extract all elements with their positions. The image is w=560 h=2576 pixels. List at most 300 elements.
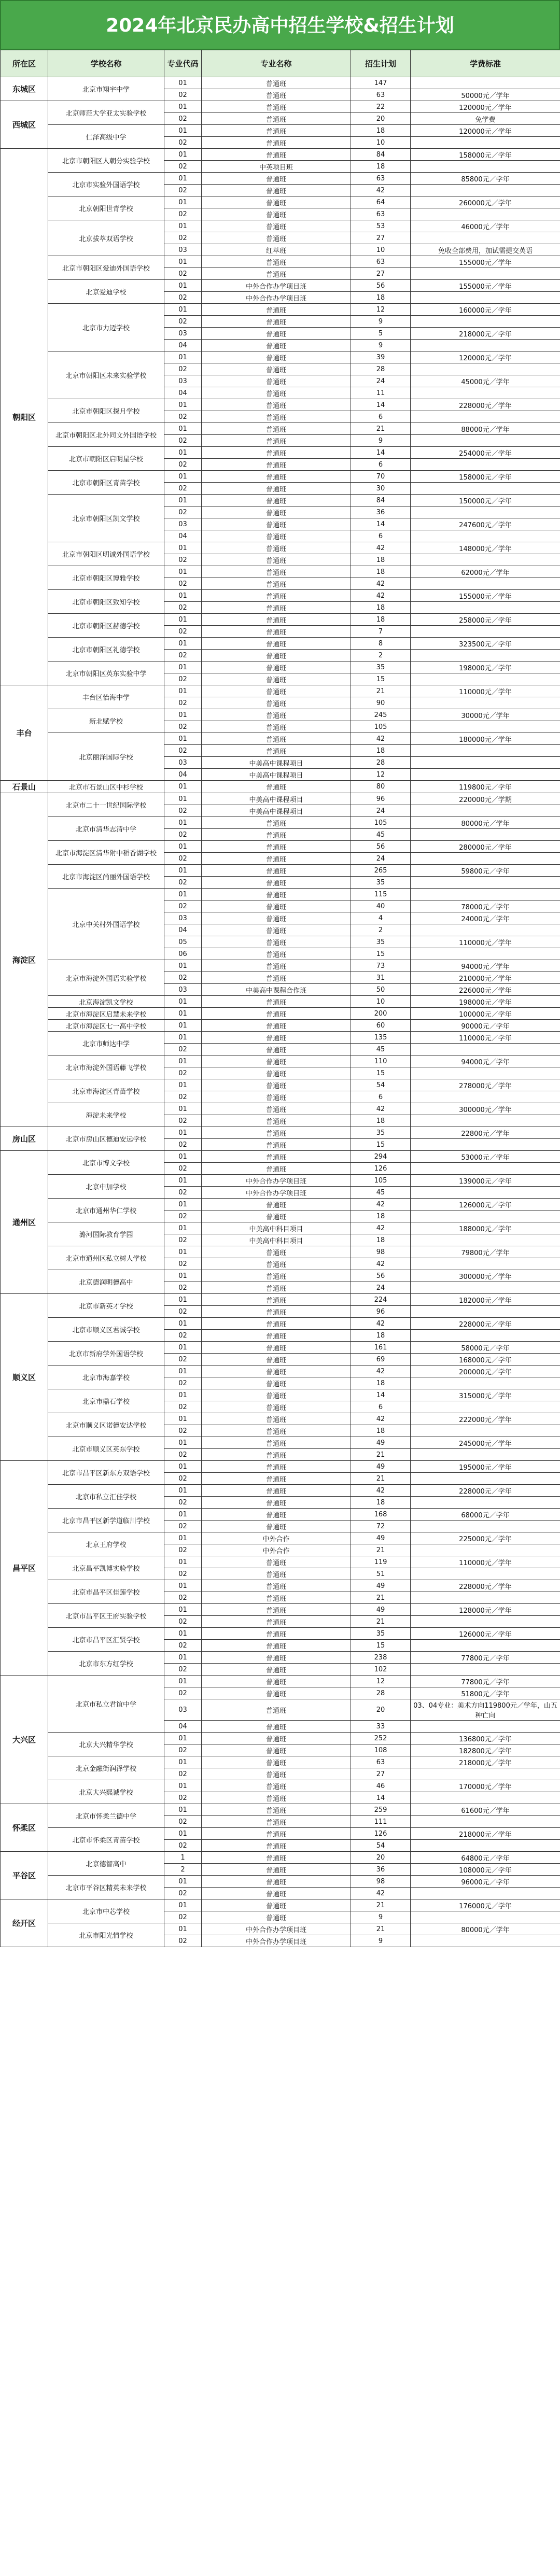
school-name-cell: 丰台区怡海中学 [48,685,164,709]
fee-cell: 128000元／学年 [411,1604,560,1616]
code-cell: 01 [164,1032,202,1044]
code-cell: 01 [164,614,202,626]
fee-cell: 46000元／学年 [411,220,560,232]
plan-cell: 252 [351,1733,411,1744]
plan-cell: 18 [351,161,411,173]
code-cell: 02 [164,1768,202,1780]
header-row [1,50,560,77]
code-cell: 02 [164,506,202,518]
table-row [1,399,560,411]
fee-cell: 119800元／学年 [411,781,560,793]
plan-cell: 50 [351,984,411,996]
table-row [1,447,560,459]
major-cell: 普通班 [202,1210,351,1222]
plan-cell: 10 [351,137,411,149]
school-name-cell: 北京德润明德高中 [48,1270,164,1294]
major-cell: 普通班 [202,471,351,483]
table-row [1,280,560,292]
fee-cell [411,1768,560,1780]
fee-cell [411,1330,560,1342]
code-cell: 02 [164,877,202,889]
code-cell: 02 [164,316,202,328]
plan-cell: 84 [351,149,411,161]
plan-cell: 27 [351,268,411,280]
major-cell: 普通班 [202,149,351,161]
major-cell: 中外合作办学项目班 [202,1923,351,1935]
plan-cell: 14 [351,1389,411,1401]
table-row [1,1756,560,1768]
major-cell: 红萃班 [202,244,351,256]
table-row [1,996,560,1008]
plan-cell: 6 [351,411,411,423]
school-name-cell: 北京市怀柔区青苗学校 [48,1828,164,1852]
code-cell: 02 [164,853,202,865]
major-cell: 普通班 [202,697,351,709]
school-name-cell: 北京市新府学外国语学校 [48,1342,164,1366]
code-cell: 01 [164,1485,202,1497]
table-row [1,1876,560,1888]
code-cell: 01 [164,351,202,363]
fee-cell: 210000元／学年 [411,972,560,984]
fee-cell [411,769,560,781]
table-row [1,1780,560,1792]
fee-cell: 158000元／学年 [411,149,560,161]
major-cell: 普通班 [202,304,351,316]
school-name-cell: 北京市朝阳区凯文学校 [48,495,164,542]
major-cell: 普通班 [202,1163,351,1175]
fee-cell [411,948,560,960]
plan-cell: 69 [351,1354,411,1366]
plan-cell: 9 [351,340,411,351]
fee-cell: 168000元／学年 [411,1354,560,1366]
code-cell: 01 [164,1532,202,1544]
plan-cell: 14 [351,518,411,530]
fee-cell: 182800元／学年 [411,1744,560,1756]
fee-cell [411,1210,560,1222]
code-cell: 01 [164,1628,202,1640]
table-row [1,173,560,185]
plan-cell: 147 [351,77,411,89]
school-name-cell: 北京市朝阳区探月学校 [48,399,164,423]
major-cell: 普通班 [202,996,351,1008]
major-cell: 普通班 [202,411,351,423]
col-header-district: 所在区 [1,50,48,77]
table-row [1,1580,560,1592]
code-cell: 02 [164,650,202,661]
code-cell: 02 [164,292,202,304]
code-cell: 01 [164,304,202,316]
major-cell: 普通班 [202,328,351,340]
plan-cell: 42 [351,578,411,590]
code-cell: 01 [164,889,202,900]
fee-cell [411,1592,560,1604]
code-cell: 02 [164,89,202,101]
table-row [1,1413,560,1425]
code-cell: 01 [164,1509,202,1521]
major-cell: 普通班 [202,495,351,506]
major-cell: 普通班 [202,423,351,435]
major-cell: 普通班 [202,1008,351,1020]
major-cell: 普通班 [202,1342,351,1354]
major-cell: 普通班 [202,602,351,614]
code-cell: 01 [164,256,202,268]
plan-cell: 49 [351,1532,411,1544]
fee-cell: 226000元／学年 [411,984,560,996]
fee-cell: 80000元／学年 [411,817,560,829]
fee-cell: 64800元／学年 [411,1852,560,1864]
plan-cell: 42 [351,1413,411,1425]
major-cell: 普通班 [202,363,351,375]
major-cell: 普通班 [202,1756,351,1768]
plan-cell: 42 [351,185,411,196]
plan-cell: 49 [351,1437,411,1449]
major-cell: 普通班 [202,1032,351,1044]
fee-cell [411,721,560,733]
plan-cell: 20 [351,1852,411,1864]
code-cell: 01 [164,685,202,697]
fee-cell [411,1187,560,1199]
major-cell: 普通班 [202,912,351,924]
table-row [1,1103,560,1115]
major-cell: 中外合作办学项目班 [202,1175,351,1187]
school-name-cell: 新北赋学校 [48,709,164,733]
fee-cell [411,1258,560,1270]
major-cell: 普通班 [202,518,351,530]
code-cell: 01 [164,542,202,554]
school-name-cell: 北京市东方红学校 [48,1652,164,1676]
table-row [1,1604,560,1616]
plan-cell: 84 [351,495,411,506]
plan-cell: 42 [351,542,411,554]
fee-cell [411,626,560,638]
fee-cell: 136800元／学年 [411,1733,560,1744]
fee-cell [411,363,560,375]
district-cell: 房山区 [1,1127,48,1151]
code-cell: 02 [164,1115,202,1127]
school-name-cell: 北京大兴熙诚学校 [48,1780,164,1804]
fee-cell: 126000元／学年 [411,1628,560,1640]
plan-cell: 2 [351,650,411,661]
plan-cell: 200 [351,1008,411,1020]
fee-cell: 85800元／学年 [411,173,560,185]
major-cell: 普通班 [202,1151,351,1163]
code-cell: 02 [164,626,202,638]
major-cell: 普通班 [202,1509,351,1521]
table-row [1,1676,560,1687]
fee-cell: 79800元／学年 [411,1246,560,1258]
plan-cell: 21 [351,1616,411,1628]
major-cell: 普通班 [202,185,351,196]
major-cell: 普通班 [202,1911,351,1923]
plan-cell: 98 [351,1876,411,1888]
plan-cell: 42 [351,1485,411,1497]
fee-cell: 148000元／学年 [411,542,560,554]
plan-cell: 49 [351,1604,411,1616]
fee-cell: 53000元／学年 [411,1151,560,1163]
code-cell: 01 [164,471,202,483]
table-row [1,495,560,506]
fee-cell [411,316,560,328]
code-cell: 01 [164,1461,202,1473]
code-cell: 1 [164,1852,202,1864]
plan-cell: 12 [351,304,411,316]
plan-cell: 35 [351,1628,411,1640]
major-cell: 普通班 [202,1425,351,1437]
plan-cell: 9 [351,316,411,328]
code-cell: 01 [164,1342,202,1354]
major-cell: 普通班 [202,1628,351,1640]
code-cell: 02 [164,1330,202,1342]
plan-cell: 54 [351,1079,411,1091]
table-row [1,1437,560,1449]
major-cell: 中美高中课程项目 [202,805,351,817]
plan-cell: 49 [351,1461,411,1473]
major-cell: 普通班 [202,125,351,137]
plan-cell: 21 [351,1899,411,1911]
plan-cell: 63 [351,208,411,220]
fee-cell [411,745,560,757]
fee-cell [411,1306,560,1318]
major-cell: 普通班 [202,1354,351,1366]
school-name-cell: 北京市海淀外国语实验学校 [48,960,164,996]
school-name-cell: 北京市顺义区诺德安达学校 [48,1413,164,1437]
major-cell: 中美高中课程项目 [202,793,351,805]
plan-cell: 105 [351,1175,411,1187]
table-row [1,1852,560,1864]
code-cell: 02 [164,1449,202,1461]
code-cell: 02 [164,1067,202,1079]
major-cell: 普通班 [202,232,351,244]
code-cell: 01 [164,793,202,805]
school-name-cell: 北京市海淀区清华附中稻香湖学校 [48,841,164,865]
plan-cell: 49 [351,1580,411,1592]
code-cell: 05 [164,936,202,948]
major-cell: 普通班 [202,1139,351,1151]
plan-cell: 105 [351,721,411,733]
code-cell: 02 [164,900,202,912]
plan-cell: 42 [351,733,411,745]
fee-cell: 150000元／学年 [411,495,560,506]
district-cell: 朝阳区 [1,149,48,685]
school-name-cell: 北京市朝阳区礼德学校 [48,638,164,661]
plan-cell: 245 [351,709,411,721]
plan-cell: 15 [351,673,411,685]
code-cell: 01 [164,423,202,435]
code-cell: 06 [164,948,202,960]
plan-cell: 161 [351,1342,411,1354]
school-name-cell: 北京市朝阳区致知学校 [48,590,164,614]
fee-cell [411,757,560,769]
major-cell: 普通班 [202,936,351,948]
school-name-cell: 北京市朝阳区北外同文外国语学校 [48,423,164,447]
plan-cell: 33 [351,1721,411,1733]
fee-cell [411,1792,560,1804]
table-row [1,1628,560,1640]
fee-cell [411,340,560,351]
code-cell: 02 [164,483,202,495]
page-title: 2024年北京民办高中招生学校&招生计划 [0,0,560,50]
code-cell: 02 [164,1816,202,1828]
code-cell: 04 [164,924,202,936]
district-cell: 平谷区 [1,1852,48,1899]
fee-cell: 120000元／学年 [411,101,560,113]
table-body [1,77,560,1947]
fee-cell [411,435,560,447]
code-cell: 02 [164,113,202,125]
fee-cell: 免学费 [411,113,560,125]
fee-cell: 90000元／学年 [411,1020,560,1032]
plan-cell: 18 [351,125,411,137]
table-row [1,1175,560,1187]
code-cell: 01 [164,1676,202,1687]
code-cell: 02 [164,1354,202,1366]
fee-cell [411,889,560,900]
fee-cell [411,1544,560,1556]
major-cell: 普通班 [202,435,351,447]
plan-cell: 90 [351,697,411,709]
table-row [1,304,560,316]
code-cell: 02 [164,1044,202,1055]
fee-cell: 158000元／学年 [411,471,560,483]
district-cell: 丰台 [1,685,48,781]
major-cell: 普通班 [202,673,351,685]
code-cell: 04 [164,387,202,399]
major-cell: 普通班 [202,829,351,841]
major-cell: 普通班 [202,614,351,626]
school-name-cell: 北京市中芯学校 [48,1899,164,1923]
table-row [1,1222,560,1234]
plan-cell: 6 [351,530,411,542]
major-cell: 普通班 [202,483,351,495]
table-row [1,817,560,829]
major-cell: 普通班 [202,1864,351,1876]
code-cell: 02 [164,1234,202,1246]
fee-cell [411,208,560,220]
fee-cell: 88000元／学年 [411,423,560,435]
table-row [1,542,560,554]
fee-cell [411,1449,560,1461]
fee-cell: 68000元／学年 [411,1509,560,1521]
school-name-cell: 北京市通州区私立树人学校 [48,1246,164,1270]
major-cell: 普通班 [202,1497,351,1509]
major-cell: 中外合作办学项目班 [202,1187,351,1199]
plan-cell: 31 [351,972,411,984]
plan-cell: 18 [351,614,411,626]
code-cell: 2 [164,1864,202,1876]
major-cell: 普通班 [202,745,351,757]
school-name-cell: 北京市昌平区新东方双语学校 [48,1461,164,1485]
major-cell: 普通班 [202,542,351,554]
plan-cell: 42 [351,1199,411,1210]
plan-cell: 30 [351,483,411,495]
plan-cell: 63 [351,173,411,185]
plan-cell: 42 [351,1222,411,1234]
major-cell: 普通班 [202,173,351,185]
table-row [1,1032,560,1044]
table-row [1,661,560,673]
col-header-fee: 学费标准 [411,50,560,77]
table-row [1,1485,560,1497]
code-cell: 02 [164,673,202,685]
table-row [1,1127,560,1139]
major-cell: 普通班 [202,1687,351,1699]
code-cell: 01 [164,1804,202,1816]
fee-cell [411,161,560,173]
plan-cell: 259 [351,1804,411,1816]
code-cell: 01 [164,1008,202,1020]
code-cell: 03 [164,244,202,256]
fee-cell [411,411,560,423]
code-cell: 02 [164,137,202,149]
table-row [1,566,560,578]
fee-cell: 110000元／学年 [411,685,560,697]
major-cell: 普通班 [202,1640,351,1652]
code-cell: 01 [164,1876,202,1888]
major-cell: 普通班 [202,590,351,602]
school-name-cell: 北京市师达中学 [48,1032,164,1055]
school-name-cell: 北京市昌平区王府实验学校 [48,1604,164,1628]
major-cell: 普通班 [202,1852,351,1864]
code-cell: 01 [164,841,202,853]
plan-cell: 18 [351,1210,411,1222]
fee-cell [411,1044,560,1055]
fee-cell [411,1816,560,1828]
major-cell: 普通班 [202,1473,351,1485]
fee-cell: 108000元／学年 [411,1864,560,1876]
fee-cell: 247600元／学年 [411,518,560,530]
major-cell: 普通班 [202,853,351,865]
code-cell: 02 [164,208,202,220]
fee-cell [411,673,560,685]
school-name-cell: 北京市海淀外国语藤飞学校 [48,1055,164,1079]
table-row [1,793,560,805]
code-cell: 01 [164,1780,202,1792]
table-row [1,1055,560,1067]
fee-cell: 188000元／学年 [411,1222,560,1234]
code-cell: 01 [164,1580,202,1592]
major-cell: 普通班 [202,375,351,387]
table-row [1,1532,560,1544]
school-name-cell: 潞河国际教育学园 [48,1222,164,1246]
school-name-cell: 北京市私立君谊中学 [48,1676,164,1733]
table-row [1,960,560,972]
plan-cell: 46 [351,1780,411,1792]
fee-cell: 300000元／学年 [411,1103,560,1115]
table-row [1,149,560,161]
plan-cell: 24 [351,375,411,387]
col-header-school: 学校名称 [48,50,164,77]
school-name-cell: 北京市海淀区尚丽外国语学校 [48,865,164,889]
plan-cell: 18 [351,1330,411,1342]
major-cell: 普通班 [202,1733,351,1744]
plan-cell: 12 [351,769,411,781]
school-name-cell: 北京市房山区德迪安远学校 [48,1127,164,1151]
plan-cell: 6 [351,1401,411,1413]
school-name-cell: 北京市昌平区新学道临川学校 [48,1509,164,1532]
plan-cell: 20 [351,1699,411,1721]
fee-cell: 59800元／学年 [411,865,560,877]
school-name-cell: 北京市昌平区汇贤学校 [48,1628,164,1652]
plan-cell: 42 [351,1318,411,1330]
major-cell: 普通班 [202,1067,351,1079]
code-cell: 02 [164,1163,202,1175]
code-cell: 02 [164,185,202,196]
school-name-cell: 北京金融街润泽学校 [48,1756,164,1780]
major-cell: 普通班 [202,351,351,363]
plan-cell: 102 [351,1664,411,1676]
major-cell: 普通班 [202,1664,351,1676]
fee-cell [411,1115,560,1127]
